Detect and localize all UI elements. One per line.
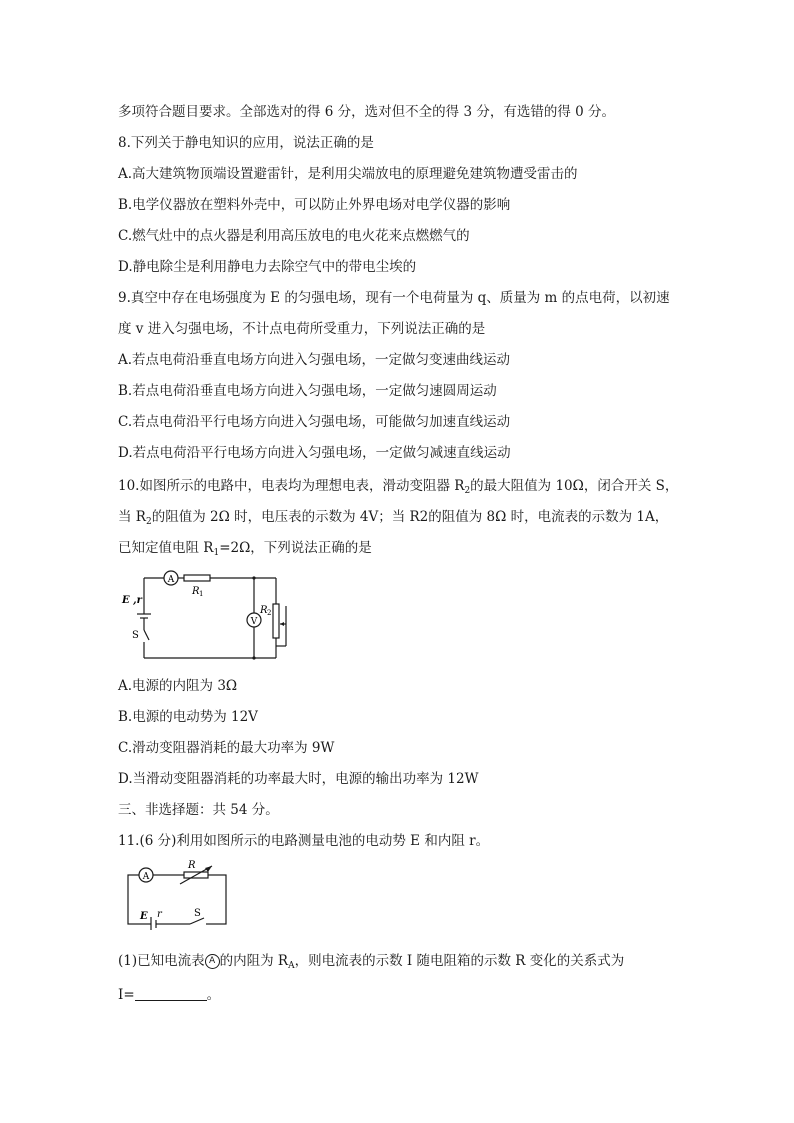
r1-sub: 1 bbox=[199, 590, 204, 598]
q10-stem-line2: 当 $R_2$的阻值为 2Ω 时，电压表的示数为 4V；当 R2的阻值为 8Ω 时，电流表的示数为 1A， bbox=[118, 509, 669, 527]
q10-stem-line1: 10.如图所示的电路中，电表均为理想电表，滑动变阻器 $R_2$的最大阻值为 10Ω，闭合开关 S， bbox=[118, 478, 679, 496]
ammeter-label: A bbox=[142, 872, 150, 882]
ammeter-symbol: A bbox=[205, 954, 220, 969]
emf-label: E bbox=[140, 911, 148, 922]
q9-option-a: A.若点电荷沿垂直电场方向进入匀强电场，一定做匀变速曲线运动 bbox=[118, 352, 511, 368]
internal-resistance-label: r bbox=[157, 909, 162, 920]
q8-option-d: D.静电除尘是利用静电力去除空气中的带电尘埃的 bbox=[118, 259, 417, 275]
q10-stem-line3: 已知定值电阻 $R_1=2\Omega$，下列说法正确的是 bbox=[118, 540, 372, 558]
q8-stem: 8.下列关于静电知识的应用，说法正确的是 bbox=[118, 135, 374, 151]
r2-sub: 2 bbox=[267, 609, 272, 617]
q9-option-d: D.若点电荷沿平行电场方向进入匀强电场，一定做匀减速直线运动 bbox=[118, 445, 511, 461]
q10-option-d: D.当滑动变阻器消耗的功率最大时，电源的输出功率为 12W bbox=[118, 771, 479, 787]
q11-part1-line2: I= 。 bbox=[118, 987, 221, 1003]
r2-label: R bbox=[260, 605, 268, 616]
switch-label: S bbox=[132, 630, 139, 641]
q11-circuit-diagram bbox=[118, 860, 238, 930]
q8-option-c: C.燃气灶中的点火器是利用高压放电的电火花来点燃燃气的 bbox=[118, 228, 470, 244]
voltmeter-label: V bbox=[250, 617, 258, 627]
instruction-text: 多项符合题目要求。全部选对的得 6 分，选对但不全的得 3 分，有选错的得 0 分。 bbox=[118, 104, 616, 120]
q10-option-a: A.电源的内阻为 3Ω bbox=[118, 678, 238, 694]
q9-option-c: C.若点电荷沿平行电场方向进入匀强电场，可能做匀加速直线运动 bbox=[118, 414, 511, 430]
q9-stem-line2: 度 v 进入匀强电场，不计点电荷所受重力，下列说法正确的是 bbox=[118, 321, 486, 337]
q10-circuit-diagram bbox=[118, 566, 314, 662]
q8-option-b: B.电学仪器放在塑料外壳中，可以防止外界电场对电学仪器的影响 bbox=[118, 197, 511, 213]
q10-option-c: C.滑动变阻器消耗的最大功率为 9W bbox=[118, 740, 335, 756]
section-heading: 三、非选择题：共 54 分。 bbox=[118, 802, 279, 818]
q9-stem-line1: 9.真空中存在电场强度为 E 的匀强电场，现有一个电荷量为 q、质量为 m 的点电荷，以初速 bbox=[118, 290, 670, 306]
r1-label: R bbox=[192, 586, 200, 597]
q8-option-a: A.高大建筑物顶端设置避雷针，是利用尖端放电的原理避免建筑物遭受雷击的 bbox=[118, 166, 578, 182]
answer-blank bbox=[135, 988, 207, 1001]
ammeter-label: A bbox=[167, 575, 175, 585]
q11-part1-line1: (1)已知电流表 A 的内阻为 $R_A$，则电流表的示数 I 随电阻箱的示数 R 变化的关系式为 bbox=[118, 953, 625, 971]
q11-stem: 11.(6 分)利用如图所示的电路测量电池的电动势 E 和内阻 r。 bbox=[118, 833, 490, 849]
q10-option-b: B.电源的电动势为 12V bbox=[118, 709, 258, 725]
rheostat-label: R bbox=[188, 860, 196, 871]
switch-label: S bbox=[194, 908, 201, 919]
q9-option-b: B.若点电荷沿垂直电场方向进入匀强电场，一定做匀速圆周运动 bbox=[118, 383, 497, 399]
source-label: E ,r bbox=[122, 595, 142, 606]
